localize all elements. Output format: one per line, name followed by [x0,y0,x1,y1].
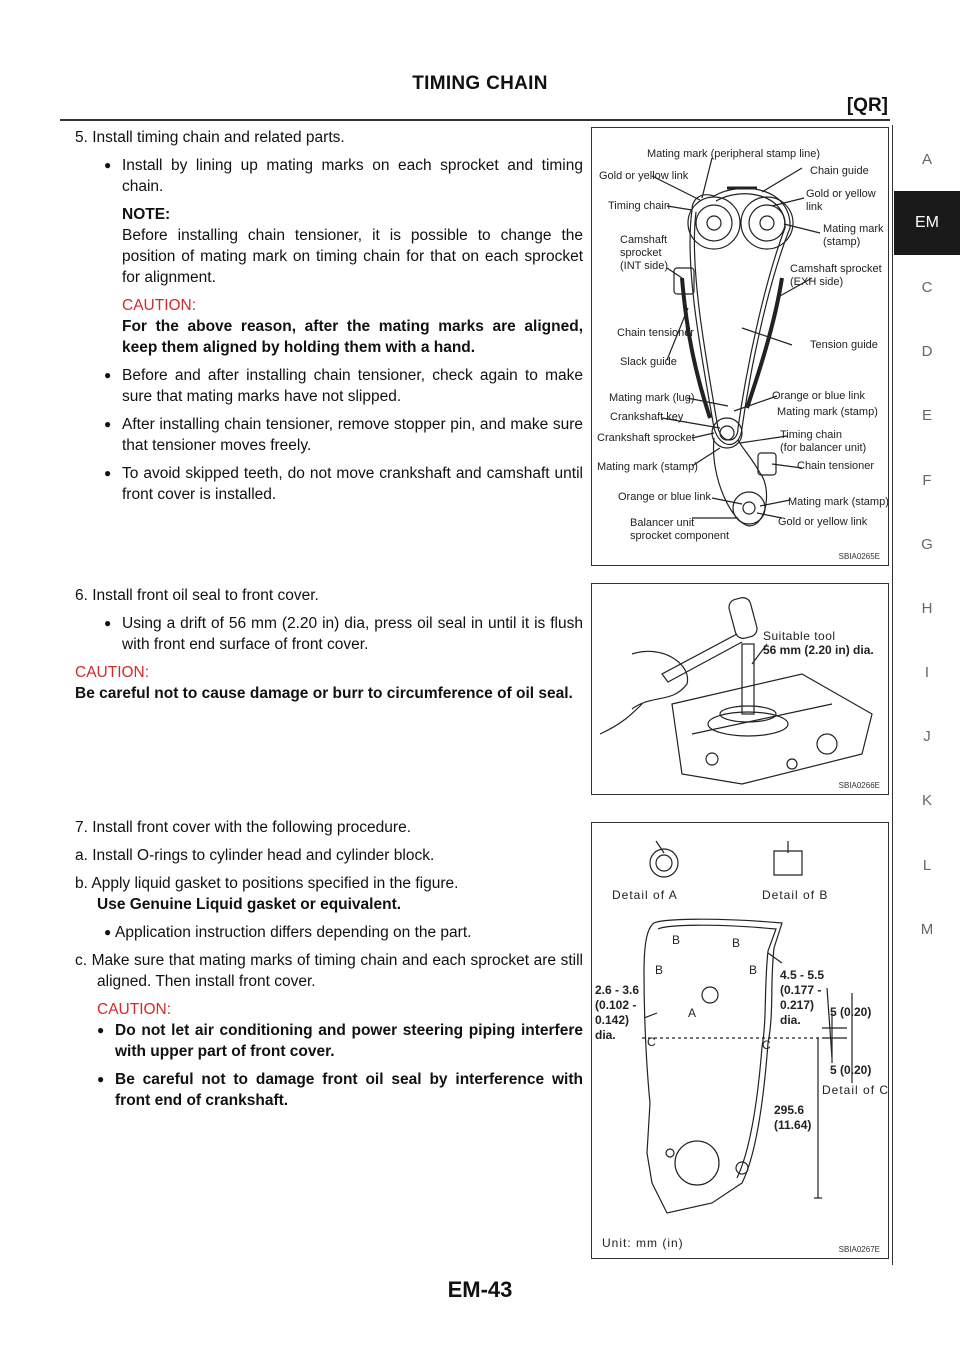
oil-seal-drawing [592,584,888,794]
section-index-tabs [894,127,960,961]
tab-k[interactable]: K [921,792,932,810]
label-b-1: B [672,933,681,947]
label-detail-b: Detail of B [762,888,829,902]
label-mm-stamp-l: Mating mark (stamp) [597,461,698,473]
step7-b-bold: Use Genuine Liquid gasket or equivalent. [97,896,402,913]
label-chain-guide: Chain guide [810,165,869,177]
figure-code: SBIA0266E [838,781,880,790]
step7-b-bullet: ● Application instruction differs depending on the part. [75,922,583,943]
step7-caution-label: CAUTION: [97,1001,172,1018]
label-dim-left: 2.6 - 3.6 (0.102 - 0.142) dia. [595,983,640,1042]
step7-caution-1: ● Do not let air conditioning and power steering piping interfere with upper part of front cover. [97,1020,583,1062]
label-chain-tensioner: Chain tensioner [617,327,695,339]
tab-c[interactable]: C [921,278,933,296]
step6-heading: 6. Install front oil seal to front cover. [75,587,319,604]
tab-e[interactable]: E [921,407,932,425]
label-mm-stamp-r1: Mating mark (stamp) [777,406,878,418]
step7-b: b. Apply liquid gasket to positions specified in the figure. [75,875,459,892]
label-dim-length: 295.6 (11.64) [774,1103,812,1132]
label-orange-blue-r: Orange or blue link [772,390,865,402]
note-label: NOTE: [122,206,171,223]
label-timing-chain: Timing chain [608,200,670,212]
step5-bullet-3: ● After installing chain tensioner, remove stopper pin, and make sure that tensioner moves freely. [75,414,583,456]
step6-caution-label: CAUTION: [75,664,150,681]
label-mating-mark-stamp-tr: Mating mark (stamp) [823,223,884,248]
label-timing-chain-bal: Timing chain (for balancer unit) [780,429,867,454]
step7-a: a. Install O-rings to cylinder head and cylinder block. [75,847,435,864]
figure-timing-chain [591,127,889,566]
step7-text [75,817,583,1118]
label-cam-int: Camshaft sprocket (INT side) [620,234,669,272]
tab-g[interactable]: G [921,535,933,553]
step7-caution-2: ● Be careful not to damage front oil seal by interference with front end of crankshaft. [97,1069,583,1111]
label-b-3: B [655,963,664,977]
step7-c: c. Make sure that mating marks of timing chain and each sprocket are still aligned. Then install front cover. [75,952,583,990]
label-tool-size: 56 mm (2.20 in) dia. [763,643,874,657]
step6-bullet-1: ● Using a drift of 56 mm (2.20 in) dia, press oil seal in until it is flush with front end surface of front cover. [75,613,583,655]
step7-heading: 7. Install front cover with the following procedure. [75,819,412,836]
note-text: Before installing chain tensioner, it is possible to change the position of mating mark on timing chain for that on each sprocket for alignment. [122,227,583,286]
tab-em[interactable]: EM [894,191,960,255]
label-a: A [688,1006,697,1020]
label-balancer-unit: Balancer unit sprocket component [630,517,730,542]
figure-code: SBIA0265E [838,552,880,561]
label-b-2: B [732,936,741,950]
label-tension-guide: Tension guide [810,339,878,351]
label-c-1: C [647,1035,656,1049]
step6-text [75,585,583,711]
header-rule [60,119,890,121]
label-unit: Unit: mm (in) [602,1236,684,1250]
label-dim-c1: 5 (0.20) [830,1005,872,1019]
label-mm-stamp-r2: Mating mark (stamp) [788,496,889,508]
step5-text [75,127,583,512]
label-suitable-tool: Suitable tool [763,629,836,643]
label-mm-lug: Mating mark (lug) [609,392,695,404]
label-crank-key: Crankshaft key [610,411,684,423]
tab-j[interactable]: J [923,728,931,746]
label-slack-guide: Slack guide [620,356,677,368]
label-dim-right: 4.5 - 5.5 (0.177 - 0.217) dia. [780,968,825,1027]
tab-m[interactable]: M [920,920,934,938]
label-orange-blue-l: Orange or blue link [618,491,711,503]
label-gold-yellow-br: Gold or yellow link [778,516,868,528]
page-title: TIMING CHAIN [412,73,548,94]
label-crank-sprocket: Crankshaft sprocket [597,432,695,444]
label-cam-exh: Camshaft sprocket (EXH side) [790,263,882,288]
figure-front-cover [591,822,889,1259]
section-code: [QR] [846,95,888,116]
label-gold-yellow-tr: Gold or yellow link [806,188,876,213]
tab-i[interactable]: I [924,664,930,682]
label-mm-peripheral: Mating mark (peripheral stamp line) [647,148,821,160]
tab-l[interactable]: L [922,856,932,874]
label-detail-a: Detail of A [612,888,678,902]
tab-a[interactable]: A [921,150,932,168]
step5-bullet-4: ● To avoid skipped teeth, do not move crankshaft and camshaft until front cover is installed. [75,463,583,505]
label-chain-tensioner-r: Chain tensioner [797,460,875,472]
step6-caution-text: Be careful not to cause damage or burr to circumference of oil seal. [75,685,573,702]
label-c-2: C [762,1038,771,1052]
label-b-4: B [749,963,758,977]
step5-heading: 5. Install timing chain and related parts. [75,129,345,146]
caution-label: CAUTION: [122,297,197,314]
figure-code: SBIA0267E [838,1245,880,1254]
label-detail-c: Detail of C [822,1083,890,1097]
page-number: EM-43 [447,1277,513,1302]
label-gold-yellow-tl: Gold or yellow link [599,170,689,182]
tab-h[interactable]: H [921,599,933,617]
step5-bullet-1: ● Install by lining up mating marks on each sprocket and timing chain. [75,155,583,197]
side-rule [892,125,893,1265]
tab-f[interactable]: F [922,471,932,489]
step5-bullet-2: ● Before and after installing chain tensioner, check again to make sure that mating marks have not slipped. [75,365,583,407]
label-dim-c2: 5 (0.20) [830,1063,872,1077]
caution-text: For the above reason, after the mating marks are aligned, keep them aligned by holding them with a hand. [122,318,583,356]
figure-oil-seal [591,583,889,795]
tab-d[interactable]: D [921,343,933,361]
